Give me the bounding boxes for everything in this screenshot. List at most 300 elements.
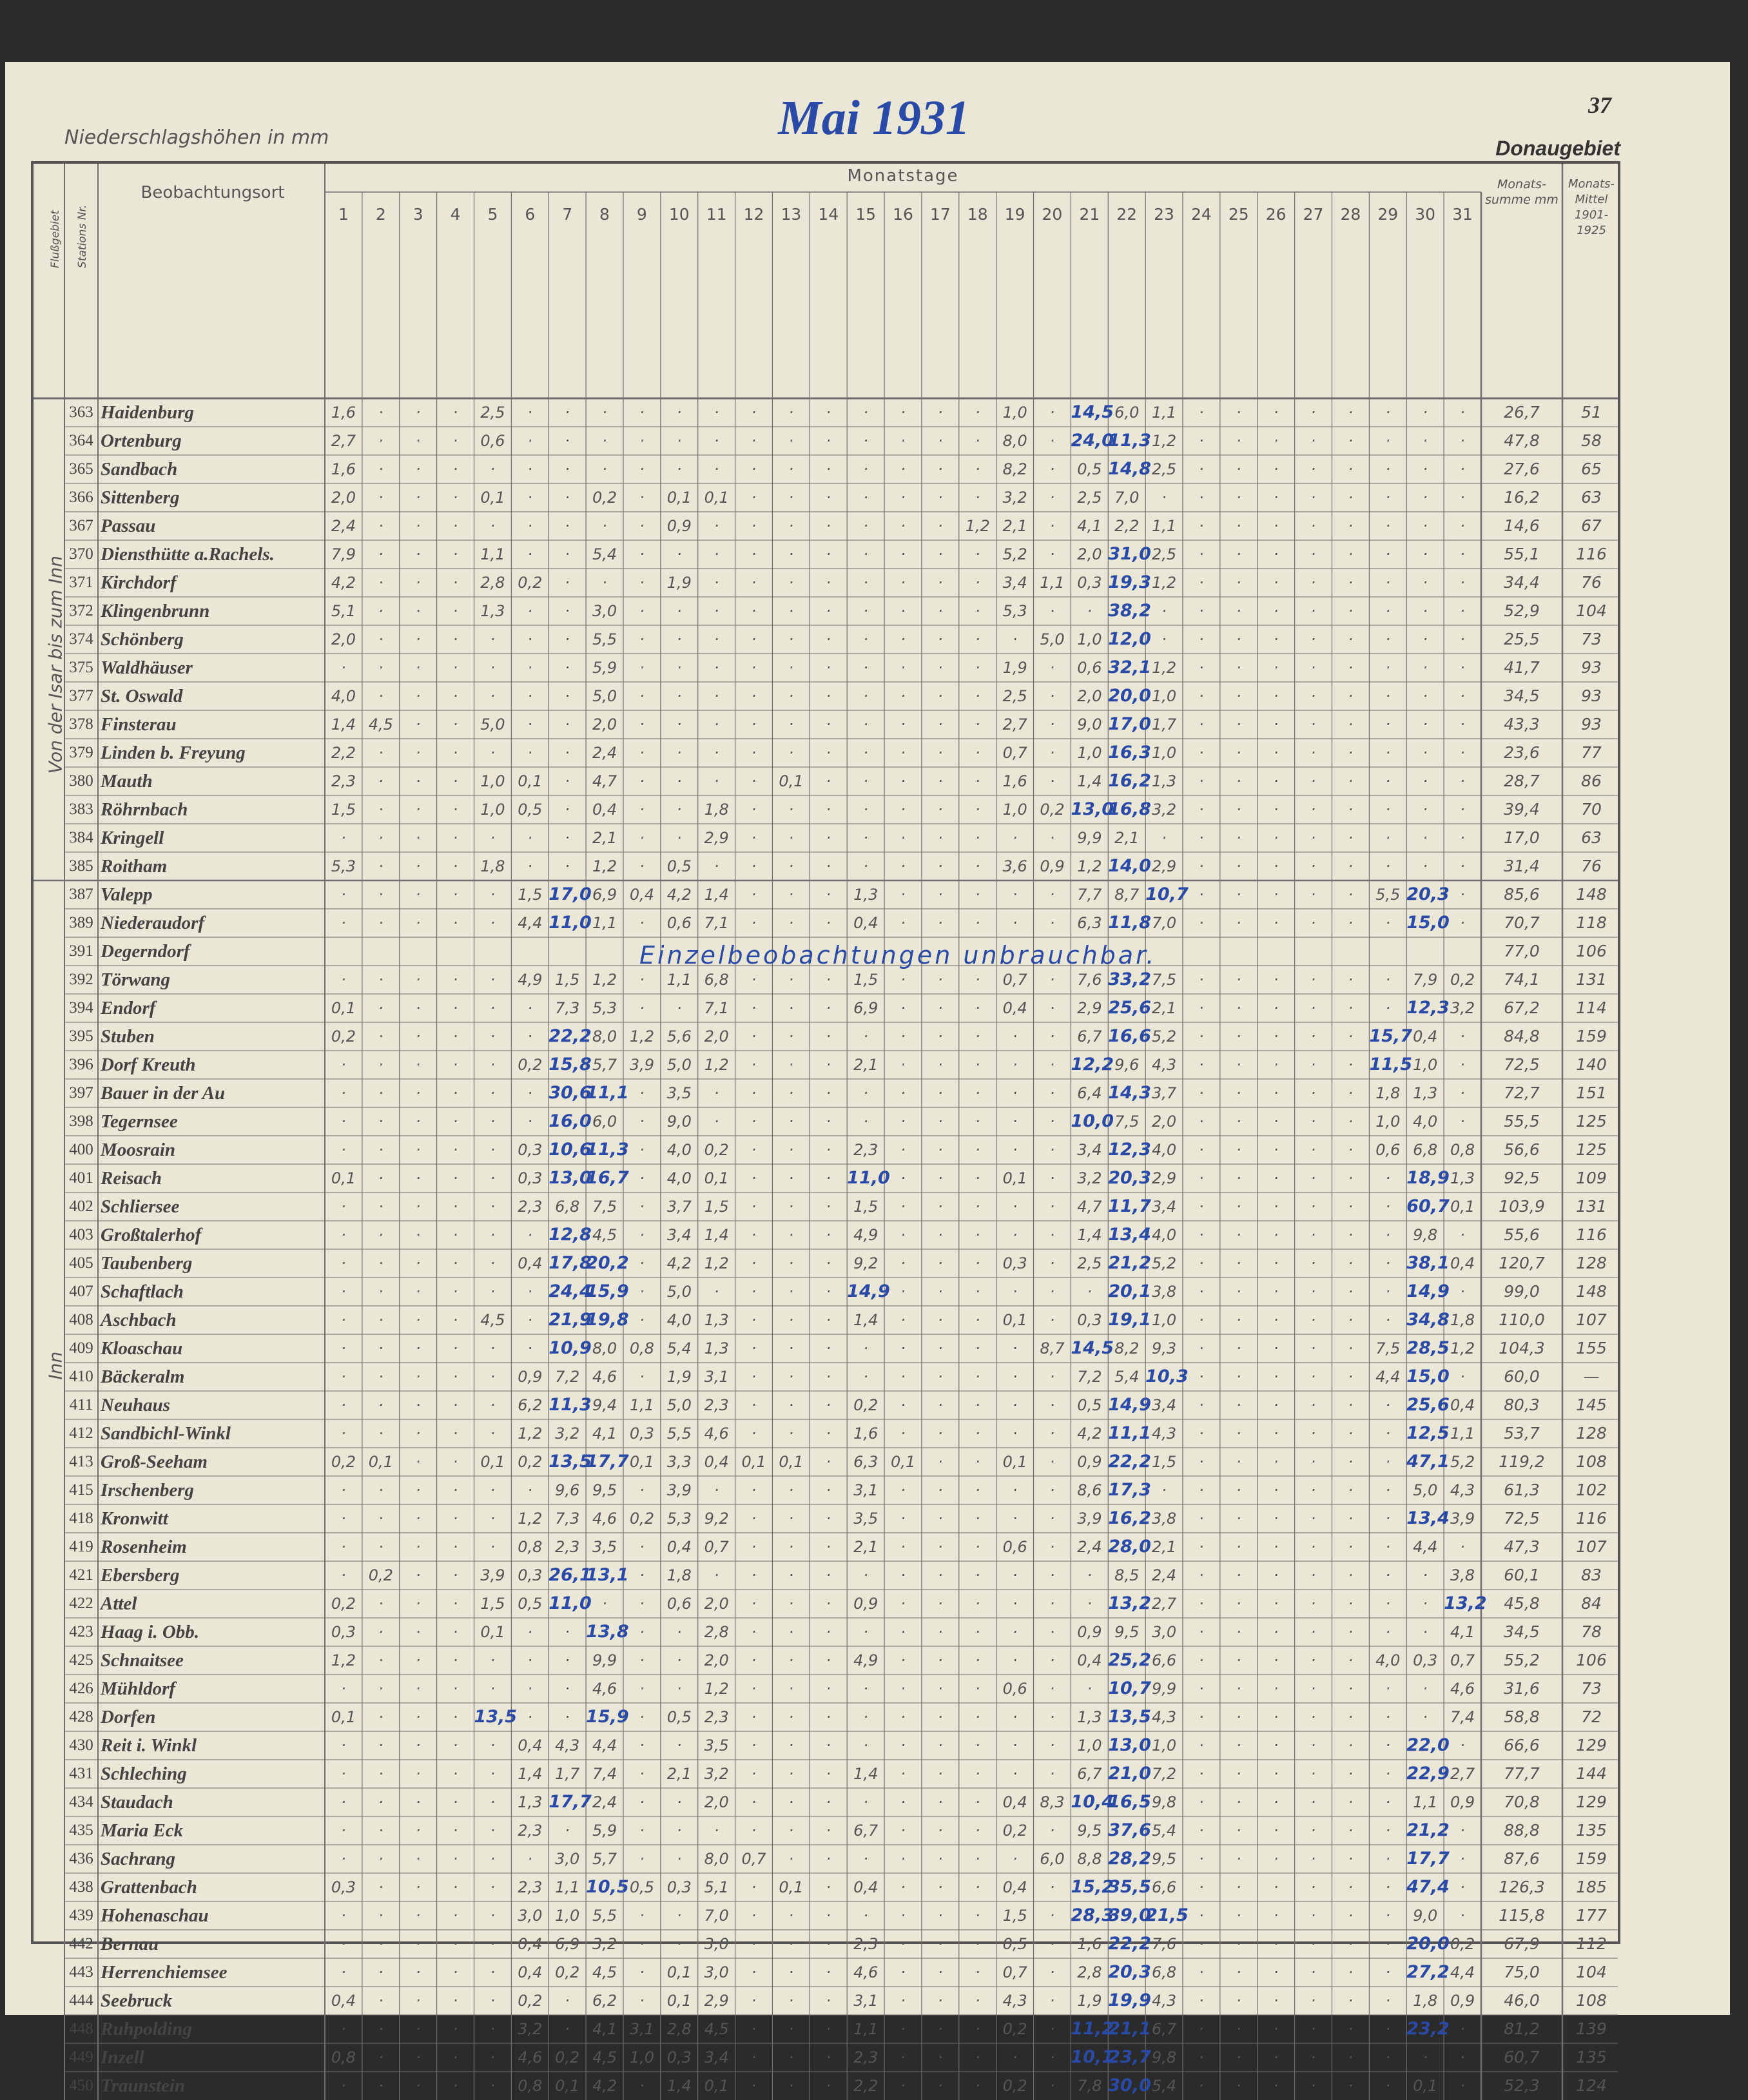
station-number: 443 bbox=[69, 1963, 93, 1981]
day-value: 1,1 bbox=[666, 971, 692, 989]
day-value: · bbox=[1236, 432, 1241, 450]
day-value: 4,4 bbox=[592, 1736, 617, 1755]
monthly-sum: 34,5 bbox=[1504, 1622, 1540, 1641]
day-value: · bbox=[938, 715, 943, 734]
day-value: · bbox=[1310, 1538, 1316, 1556]
day-value: · bbox=[1199, 1566, 1204, 1584]
day-value: 2,3 bbox=[518, 1822, 543, 1840]
day-value: · bbox=[341, 1396, 346, 1414]
day-value: · bbox=[639, 1850, 645, 1868]
day-header-4: 4 bbox=[450, 205, 461, 224]
day-value: · bbox=[1310, 1566, 1316, 1584]
day-value: · bbox=[826, 1283, 831, 1301]
day-value: 6,0 bbox=[1040, 1850, 1065, 1868]
day-value: · bbox=[677, 772, 682, 790]
monthly-sum: 92,5 bbox=[1504, 1169, 1540, 1187]
day-value: · bbox=[378, 829, 384, 847]
day-value: 1,1 bbox=[1152, 403, 1177, 422]
day-value: · bbox=[677, 545, 682, 563]
day-value: · bbox=[938, 602, 943, 620]
day-value: · bbox=[751, 1226, 757, 1244]
monthly-mean: 116 bbox=[1576, 545, 1607, 563]
day-value: · bbox=[415, 1311, 421, 1329]
day-value: · bbox=[938, 1992, 943, 2010]
day-value: · bbox=[714, 687, 719, 705]
day-value: 3,2 bbox=[1002, 489, 1027, 507]
day-value: · bbox=[452, 2020, 458, 2038]
day-value: · bbox=[527, 1850, 533, 1868]
day-value: 11,3 bbox=[549, 1395, 592, 1415]
day-value: · bbox=[1012, 1056, 1018, 1074]
day-value: · bbox=[1385, 659, 1391, 677]
day-value: 10,5 bbox=[586, 1877, 629, 1897]
day-value: 0,2 bbox=[331, 1027, 356, 1045]
day-value: · bbox=[1385, 1992, 1391, 2010]
day-value: 9,8 bbox=[1413, 1226, 1438, 1244]
day-value: 0,7 bbox=[741, 1850, 766, 1868]
day-value: 11,0 bbox=[549, 913, 592, 933]
table-row bbox=[34, 966, 1618, 994]
table-row bbox=[34, 1788, 1618, 1816]
day-value: · bbox=[378, 1822, 384, 1840]
day-value: · bbox=[677, 1736, 682, 1755]
day-value: · bbox=[900, 1992, 906, 2010]
day-value: · bbox=[788, 744, 794, 762]
day-header-2: 2 bbox=[375, 205, 386, 224]
day-value: · bbox=[1385, 489, 1391, 507]
day-value: 1,2 bbox=[331, 1651, 356, 1669]
day-value: 5,4 bbox=[666, 1339, 692, 1357]
day-value: · bbox=[1310, 1793, 1316, 1811]
day-value: · bbox=[826, 630, 831, 648]
day-value: 5,3 bbox=[1002, 602, 1027, 620]
day-value: · bbox=[415, 602, 421, 620]
day-value: 0,6 bbox=[666, 1595, 692, 1613]
day-value: · bbox=[938, 744, 943, 762]
day-value: · bbox=[452, 1226, 458, 1244]
day-value: · bbox=[788, 1396, 794, 1414]
day-value: · bbox=[1385, 715, 1391, 734]
day-value: · bbox=[1423, 801, 1428, 819]
day-value: 0,1 bbox=[666, 1963, 692, 1981]
day-value: · bbox=[1385, 1907, 1391, 1925]
day-value: · bbox=[788, 1254, 794, 1272]
day-value: · bbox=[975, 914, 980, 932]
day-value: 3,0 bbox=[704, 1935, 729, 1953]
day-value: 5,4 bbox=[592, 545, 617, 563]
day-value: · bbox=[1348, 1878, 1354, 1896]
day-value: · bbox=[863, 1027, 868, 1045]
day-value: 22,9 bbox=[1406, 1764, 1450, 1784]
day-value: 0,1 bbox=[666, 489, 692, 507]
day-value: 3,9 bbox=[480, 1566, 505, 1584]
station-name: Schönberg bbox=[101, 629, 184, 650]
day-value: · bbox=[378, 1793, 384, 1811]
station-name: Aschbach bbox=[101, 1310, 177, 1330]
day-value: · bbox=[1236, 687, 1241, 705]
day-value: 16,8 bbox=[1108, 799, 1151, 819]
day-value: · bbox=[378, 574, 384, 592]
day-value: · bbox=[751, 460, 757, 478]
day-value: 60,7 bbox=[1406, 1196, 1450, 1216]
day-value: 3,1 bbox=[629, 2020, 655, 2038]
day-value: · bbox=[1236, 1907, 1241, 1925]
monthly-mean: 76 bbox=[1581, 857, 1602, 875]
day-value: · bbox=[1348, 715, 1354, 734]
day-value: 3,2 bbox=[1450, 999, 1475, 1017]
day-value: · bbox=[452, 1822, 458, 1840]
day-value: 3,8 bbox=[1450, 1566, 1475, 1584]
day-value: · bbox=[863, 1793, 868, 1811]
day-value: 1,4 bbox=[853, 1311, 879, 1329]
station-name: Röhrnbach bbox=[101, 799, 188, 820]
day-value: · bbox=[1199, 1453, 1204, 1471]
day-value: · bbox=[341, 1283, 346, 1301]
day-value: · bbox=[677, 602, 682, 620]
day-value: · bbox=[975, 801, 980, 819]
day-value: · bbox=[1049, 1651, 1055, 1669]
day-value: · bbox=[751, 1708, 757, 1726]
day-value: · bbox=[975, 1878, 980, 1896]
day-value: · bbox=[1348, 1368, 1354, 1386]
day-value: 5,5 bbox=[592, 1907, 617, 1925]
day-value: 3,4 bbox=[1152, 1198, 1177, 1216]
day-value: · bbox=[341, 1198, 346, 1216]
day-value: · bbox=[490, 1339, 496, 1357]
day-value: 6,8 bbox=[1413, 1141, 1438, 1159]
day-value: · bbox=[1273, 1992, 1279, 2010]
day-value: · bbox=[415, 1084, 421, 1102]
station-number: 409 bbox=[69, 1339, 93, 1357]
monthly-sum: 60,7 bbox=[1504, 2048, 1540, 2066]
day-value: 1,5 bbox=[331, 801, 356, 819]
day-value: · bbox=[1310, 715, 1316, 734]
day-value: · bbox=[863, 1368, 868, 1386]
day-header-25: 25 bbox=[1228, 205, 1249, 224]
day-value: · bbox=[1273, 1396, 1279, 1414]
page-number: 37 bbox=[1588, 92, 1611, 118]
day-value: · bbox=[1423, 857, 1428, 875]
monthly-sum: 119,2 bbox=[1499, 1452, 1545, 1471]
day-value: 9,2 bbox=[704, 1510, 729, 1528]
day-value: · bbox=[975, 687, 980, 705]
monthly-mean: 128 bbox=[1576, 1424, 1607, 1443]
monthly-sum: 72,5 bbox=[1504, 1055, 1540, 1074]
monthly-sum: 17,0 bbox=[1504, 828, 1540, 847]
day-value: · bbox=[900, 460, 906, 478]
day-value: · bbox=[900, 1878, 906, 1896]
day-header-23: 23 bbox=[1154, 205, 1174, 224]
day-value: · bbox=[1236, 1226, 1241, 1244]
day-value: 7,8 bbox=[1077, 2077, 1102, 2095]
day-value: · bbox=[415, 1963, 421, 1981]
day-value: 13,8 bbox=[586, 1622, 629, 1642]
day-value: 39,0 bbox=[1108, 1905, 1151, 1925]
day-value: 1,5 bbox=[1152, 1453, 1177, 1471]
day-value: · bbox=[788, 630, 794, 648]
day-value: 0,4 bbox=[629, 886, 655, 904]
day-value: 3,1 bbox=[704, 1368, 729, 1386]
monthly-sum: 39,4 bbox=[1504, 800, 1540, 819]
day-value: 1,4 bbox=[1077, 772, 1102, 790]
day-value: 2,8 bbox=[666, 2020, 692, 2038]
day-value: · bbox=[677, 403, 682, 422]
day-value: · bbox=[1273, 545, 1279, 563]
day-value: 0,2 bbox=[368, 1566, 393, 1584]
table-row bbox=[34, 1618, 1618, 1646]
day-value: · bbox=[602, 460, 607, 478]
day-value: · bbox=[788, 1424, 794, 1443]
day-value: · bbox=[900, 1339, 906, 1357]
day-value: 35,5 bbox=[1108, 1877, 1151, 1897]
day-value: · bbox=[826, 1850, 831, 1868]
day-value: · bbox=[1273, 1084, 1279, 1102]
monthly-mean: 135 bbox=[1576, 2048, 1607, 2066]
day-value: · bbox=[1348, 971, 1354, 989]
day-value: · bbox=[1460, 886, 1465, 904]
day-value: 4,4 bbox=[1450, 1963, 1475, 1981]
day-value: 1,3 bbox=[704, 1339, 729, 1357]
day-value: · bbox=[1199, 432, 1204, 450]
day-value: · bbox=[341, 1056, 346, 1074]
day-value: · bbox=[788, 886, 794, 904]
day-value: · bbox=[1236, 1538, 1241, 1556]
day-value: · bbox=[938, 517, 943, 535]
day-value: · bbox=[788, 602, 794, 620]
monthly-sum: 55,5 bbox=[1504, 1112, 1540, 1131]
day-value: · bbox=[1161, 630, 1167, 648]
day-value: 5,0 bbox=[592, 687, 617, 705]
day-value: · bbox=[378, 403, 384, 422]
day-value: · bbox=[1012, 1623, 1018, 1641]
day-value: 2,1 bbox=[1152, 999, 1177, 1017]
day-value: · bbox=[1012, 1510, 1018, 1528]
monthly-sum: 77,7 bbox=[1504, 1764, 1540, 1783]
monthly-mean: 104 bbox=[1576, 601, 1607, 620]
day-value: · bbox=[527, 489, 533, 507]
day-value: · bbox=[415, 574, 421, 592]
day-value: 2,4 bbox=[1077, 1538, 1102, 1556]
day-value: · bbox=[378, 801, 384, 819]
day-value: · bbox=[863, 659, 868, 677]
day-value: 13,0 bbox=[1071, 799, 1114, 819]
day-value: · bbox=[415, 1226, 421, 1244]
station-name: Herrenchiemsee bbox=[101, 1962, 228, 1983]
day-value: · bbox=[826, 999, 831, 1017]
day-value: · bbox=[452, 1793, 458, 1811]
monthly-mean: 106 bbox=[1576, 1651, 1607, 1669]
day-value: 5,2 bbox=[1152, 1027, 1177, 1045]
table-row bbox=[34, 994, 1618, 1022]
day-value: 5,0 bbox=[666, 1396, 692, 1414]
day-value: · bbox=[490, 1396, 496, 1414]
day-value: · bbox=[751, 1907, 757, 1925]
day-value: 20,0 bbox=[1108, 686, 1151, 706]
day-value: 1,0 bbox=[1002, 801, 1027, 819]
station-name: Hohenaschau bbox=[101, 1905, 209, 1926]
day-value: 2,0 bbox=[331, 489, 356, 507]
day-value: · bbox=[1012, 1027, 1018, 1045]
day-value: · bbox=[788, 1510, 794, 1528]
day-value: · bbox=[1199, 1254, 1204, 1272]
day-value: · bbox=[1348, 1963, 1354, 1981]
day-value: · bbox=[415, 1538, 421, 1556]
day-value: · bbox=[1049, 1368, 1055, 1386]
monthly-mean: 128 bbox=[1576, 1254, 1607, 1272]
day-value: · bbox=[788, 659, 794, 677]
day-value: · bbox=[1310, 1595, 1316, 1613]
day-value: · bbox=[452, 489, 458, 507]
day-value: 19,9 bbox=[1108, 1990, 1151, 2010]
monthly-mean: 116 bbox=[1576, 1509, 1607, 1528]
monthly-mean: 109 bbox=[1576, 1169, 1607, 1187]
station-name: Schleching bbox=[101, 1764, 187, 1784]
day-value: · bbox=[1460, 1027, 1465, 1045]
day-value: 0,1 bbox=[1450, 1198, 1475, 1216]
monthly-sum: 88,8 bbox=[1504, 1821, 1540, 1840]
station-name: Bernau bbox=[101, 1934, 159, 1954]
day-value: 6,0 bbox=[592, 1113, 617, 1131]
day-value: · bbox=[1460, 545, 1465, 563]
day-value: · bbox=[938, 1311, 943, 1329]
day-value: · bbox=[938, 1027, 943, 1045]
day-value: · bbox=[341, 1822, 346, 1840]
day-value: · bbox=[1273, 1169, 1279, 1187]
day-value: · bbox=[1385, 1736, 1391, 1755]
day-value: · bbox=[1273, 403, 1279, 422]
day-value: · bbox=[639, 1651, 645, 1669]
day-value: 0,3 bbox=[518, 1141, 543, 1159]
day-value: 13,0 bbox=[549, 1168, 592, 1188]
day-value: 6,9 bbox=[555, 1935, 580, 1953]
day-value: 1,0 bbox=[1077, 744, 1102, 762]
day-value: · bbox=[714, 1481, 719, 1499]
day-value: · bbox=[1310, 1283, 1316, 1301]
day-value: 0,1 bbox=[666, 1992, 692, 2010]
day-value: · bbox=[378, 1169, 384, 1187]
day-value: 1,0 bbox=[1077, 630, 1102, 648]
day-value: · bbox=[826, 545, 831, 563]
day-value: · bbox=[527, 1680, 533, 1698]
day-value: 1,5 bbox=[853, 971, 879, 989]
day-value: · bbox=[975, 574, 980, 592]
day-value: · bbox=[341, 1566, 346, 1584]
day-value: 16,5 bbox=[1108, 1792, 1151, 1812]
day-value: · bbox=[527, 857, 533, 875]
day-value: · bbox=[1273, 1878, 1279, 1896]
day-value: · bbox=[900, 1850, 906, 1868]
day-value: 19,1 bbox=[1108, 1310, 1151, 1330]
day-value: · bbox=[751, 1311, 757, 1329]
day-value: · bbox=[863, 715, 868, 734]
day-value: · bbox=[938, 687, 943, 705]
day-value: 7,0 bbox=[1152, 914, 1177, 932]
day-value: 0,2 bbox=[592, 489, 617, 507]
day-value: 4,0 bbox=[1152, 1226, 1177, 1244]
day-value: · bbox=[863, 772, 868, 790]
day-value: · bbox=[1199, 1510, 1204, 1528]
day-header-20: 20 bbox=[1042, 205, 1063, 224]
day-value: 3,7 bbox=[1152, 1084, 1177, 1102]
station-name: Bäckeralm bbox=[101, 1366, 185, 1387]
day-value: · bbox=[1273, 2048, 1279, 2066]
day-value: · bbox=[490, 1481, 496, 1499]
day-header-8: 8 bbox=[599, 205, 610, 224]
day-value: 1,7 bbox=[1152, 715, 1177, 734]
day-value: · bbox=[751, 829, 757, 847]
day-value: 1,3 bbox=[480, 602, 505, 620]
day-value: · bbox=[490, 1793, 496, 1811]
day-value: 12,2 bbox=[1071, 1055, 1114, 1074]
table-row bbox=[34, 1192, 1618, 1221]
day-value: · bbox=[938, 1141, 943, 1159]
day-value: · bbox=[1348, 1538, 1354, 1556]
day-value: · bbox=[452, 772, 458, 790]
station-number: 394 bbox=[69, 999, 93, 1016]
station-number: 384 bbox=[69, 829, 93, 846]
day-value: 0,5 bbox=[1077, 1396, 1102, 1414]
table-row bbox=[34, 1391, 1618, 1419]
day-value: 4,3 bbox=[1152, 1056, 1177, 1074]
monthly-sum: 70,7 bbox=[1504, 913, 1540, 932]
day-value: · bbox=[1049, 2048, 1055, 2066]
day-value: · bbox=[639, 1254, 645, 1272]
day-value: · bbox=[751, 545, 757, 563]
day-value: · bbox=[1385, 687, 1391, 705]
day-value: · bbox=[975, 1453, 980, 1471]
day-value: · bbox=[565, 1651, 570, 1669]
day-value: · bbox=[1199, 801, 1204, 819]
day-value: · bbox=[341, 1311, 346, 1329]
day-value: · bbox=[1236, 574, 1241, 592]
day-value: · bbox=[1310, 857, 1316, 875]
day-value: 0,1 bbox=[704, 489, 729, 507]
day-value: · bbox=[1012, 914, 1018, 932]
day-value: 0,6 bbox=[1002, 1680, 1027, 1698]
day-value: · bbox=[751, 489, 757, 507]
day-value: 2,0 bbox=[331, 630, 356, 648]
day-value: · bbox=[1236, 999, 1241, 1017]
day-value: 3,2 bbox=[518, 2020, 543, 2038]
day-value: · bbox=[751, 1169, 757, 1187]
day-value: · bbox=[938, 1963, 943, 1981]
day-value: · bbox=[341, 1226, 346, 1244]
day-value: · bbox=[452, 1510, 458, 1528]
day-value: · bbox=[1348, 1056, 1354, 1074]
day-value: 25,6 bbox=[1108, 998, 1151, 1018]
day-value: · bbox=[1385, 1878, 1391, 1896]
day-value: · bbox=[1049, 715, 1055, 734]
table-row bbox=[34, 824, 1618, 852]
day-value: · bbox=[1273, 857, 1279, 875]
day-value: · bbox=[1273, 1566, 1279, 1584]
day-value: · bbox=[900, 886, 906, 904]
day-value: · bbox=[900, 2048, 906, 2066]
day-value: 2,8 bbox=[704, 1623, 729, 1641]
day-value: 6,0 bbox=[1114, 403, 1140, 422]
monthly-sum: 80,3 bbox=[1504, 1395, 1540, 1414]
day-value: · bbox=[1236, 1368, 1241, 1386]
day-value: 19,3 bbox=[1108, 572, 1151, 592]
day-value: · bbox=[527, 1311, 533, 1329]
day-value: · bbox=[938, 1538, 943, 1556]
monthly-sum: 87,6 bbox=[1504, 1849, 1540, 1868]
day-value: 0,7 bbox=[1002, 744, 1027, 762]
day-value: · bbox=[1460, 1226, 1465, 1244]
day-value: 9,6 bbox=[1114, 1056, 1140, 1074]
day-value: · bbox=[900, 1651, 906, 1669]
day-value: 4,6 bbox=[592, 1510, 617, 1528]
